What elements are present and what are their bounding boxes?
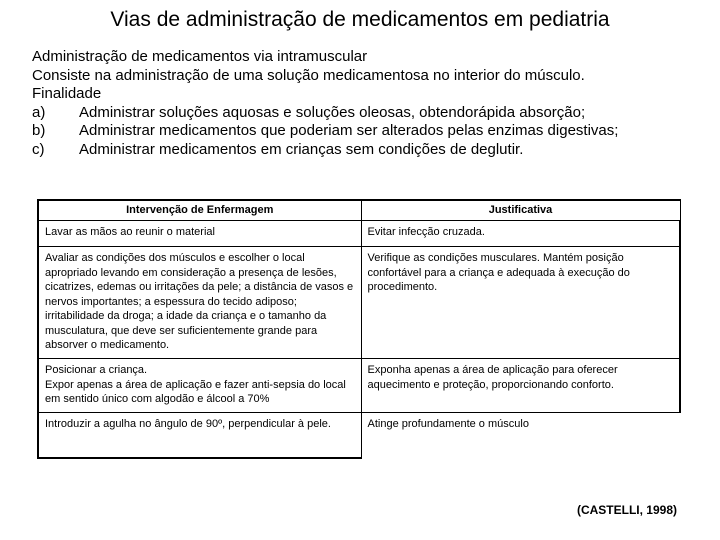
purpose-item — [32, 141, 692, 160]
cell-justification: Atinge profundamente o músculo — [367, 418, 529, 430]
citation: (CASTELLI, 1998) — [576, 503, 677, 517]
nursing-table — [37, 199, 681, 459]
cell-intervention-line: Posicionar a criança. — [45, 364, 148, 376]
page-title: Vias de administração de medicamentos em pediatria — [110, 8, 610, 31]
cell-justification: Exponha apenas a área de aplicação para oferecer aquecimento e proteção, proporcionando conforto. — [361, 359, 680, 413]
cell-justification: Evitar infecção cruzada. — [361, 221, 680, 247]
cell-intervention: Introduzir a agulha no ângulo de 90º, perpendicular à pele. — [38, 413, 361, 459]
table-row — [38, 413, 680, 459]
purpose-label: Finalidade — [32, 85, 102, 102]
intro-heading: Administração de medicamentos via intramuscular — [32, 48, 368, 65]
purpose-item — [32, 122, 692, 141]
purpose-item-marker: a) — [32, 103, 46, 121]
purpose-item-text: Administrar medicamentos que poderiam ser alterados pelas enzimas digestivas; — [79, 122, 619, 139]
header-intervention: Intervenção de Enfermagem — [38, 200, 361, 221]
purpose-item — [32, 104, 692, 123]
purpose-item-marker: c) — [32, 140, 45, 158]
purpose-item-text: Administrar medicamentos em crianças sem condições de deglutir. — [79, 140, 524, 158]
cell-intervention: Avaliar as condições dos músculos e escolher o local apropriado levando em consideração a presença de lesões, cicatrizes, edemas ou irritações da pele; a distância de vasos e nervos importantes; a espessura do tecido adiposo; irritabilidade da droga; a idade da criança e o tamanho da musculatura, que deve ser suficientemente grande para absorver o medicamento. — [38, 247, 361, 359]
table-row — [38, 247, 680, 359]
intro-section — [32, 48, 692, 159]
cell-justification: Verifique as condições musculares. Mantém posição confortável para a criança e adequada à execução do procedimento. — [361, 247, 680, 359]
purpose-item-marker: b) — [32, 122, 46, 139]
table-header-row — [38, 200, 680, 221]
cell-intervention: Lavar as mãos ao reunir o material — [38, 221, 361, 247]
cell-intervention — [38, 359, 361, 413]
cell-intervention-line: Expor apenas a área de aplicação e fazer anti-sepsia do local em sentido único com algodão e álcool a 70% — [45, 378, 346, 405]
table-row — [38, 359, 680, 413]
intro-definition: Consiste na administração de uma solução medicamentosa no interior do músculo. — [32, 66, 585, 84]
header-justification: Justificativa — [361, 200, 680, 221]
purpose-item-text: Administrar soluções aquosas e soluções oleosas, obtendorápida absorção; — [79, 103, 586, 121]
table-row — [38, 221, 680, 247]
